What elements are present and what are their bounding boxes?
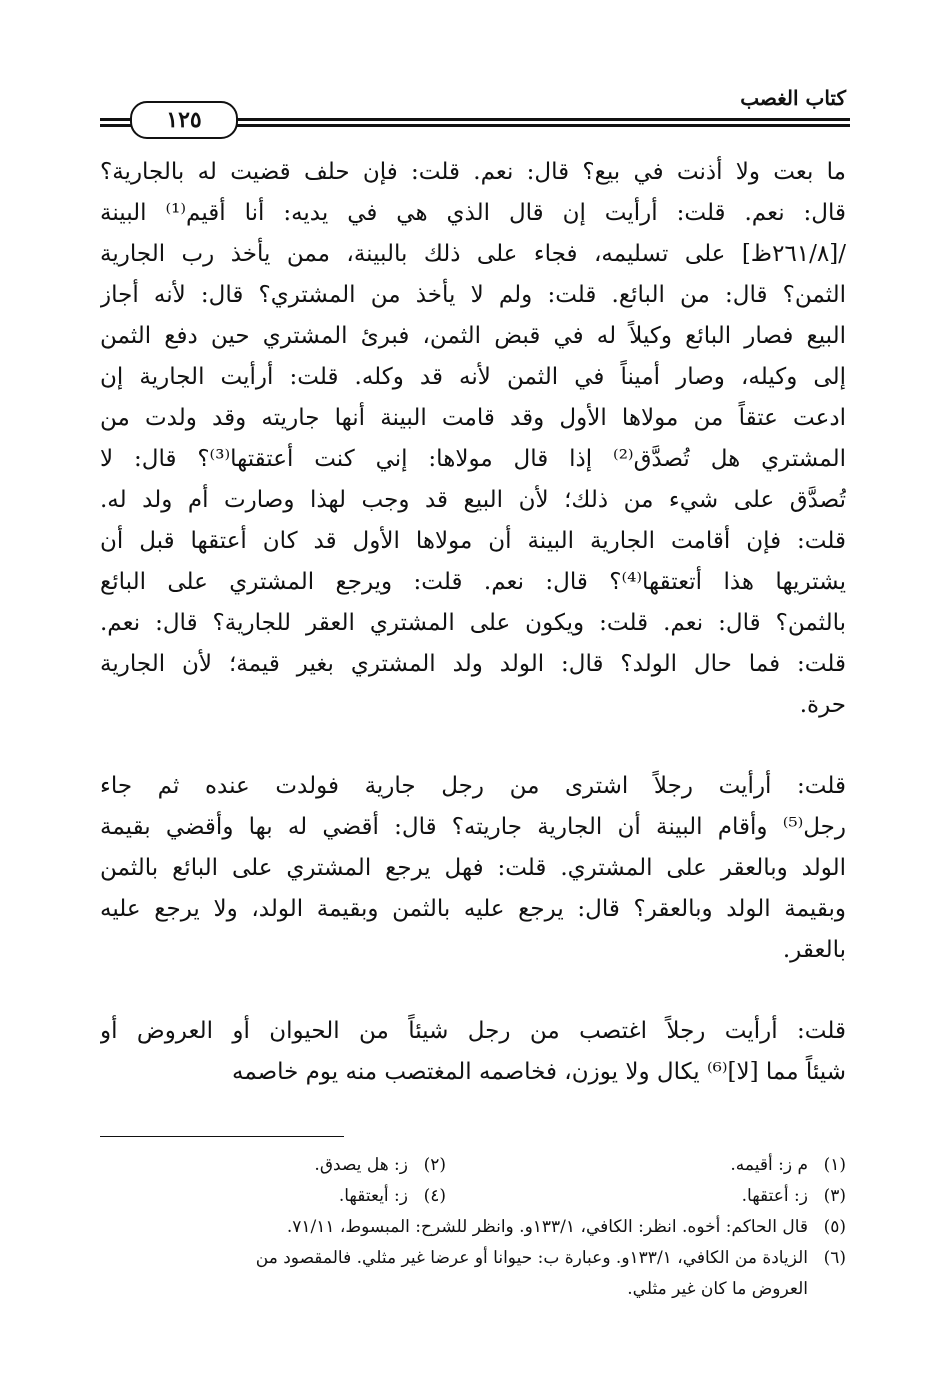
footnote-row [96, 1181, 846, 1212]
footnote-number: (٣) [823, 1186, 846, 1206]
footnote-1 [730, 1150, 846, 1181]
text-line: تُصدَّق على شيء من ذلك؛ لأن البيع قد وجب لهذا وصارت أم ولد له. [100, 487, 846, 513]
text-line: قلت: فإن أقامت الجارية البينة أن مولاها الأول قد كان أعتقها قبل أن [100, 528, 846, 554]
text-line: شيئاً مما [لا]⁽⁶⁾ يكال ولا يوزن، فخاصمه المغتصب منه يوم خاصمه [231, 1059, 846, 1085]
text-line: يشتريها هذا أتعتقها⁽⁴⁾؟ قال: نعم. قلت: ويرجع المشتري على البائع [100, 569, 846, 595]
text-line: وبقيمة الولد وبالعقر؟ قال: يرجع عليه بالثمن وبقيمة الولد، ولا يرجع عليه [100, 896, 846, 922]
footnote-number: (٥) [823, 1217, 846, 1237]
footnote-6 [96, 1243, 846, 1274]
text-line: بالثمن؟ قال: نعم. قلت: ويكون على المشتري العقر للجارية؟ قال: نعم. [100, 610, 846, 636]
text-line: الولد وبالعقر على المشتري. قلت: فهل يرجع المشتري على البائع بالثمن [100, 855, 846, 881]
text-line: البيع فصار البائع وكيلاً له في قبض الثمن، فبرئ المشتري حين دفع الثمن [100, 323, 846, 349]
footnote-number: (٦) [823, 1248, 846, 1268]
text-line: ادعت عتقاً من مولاها الأول وقد قامت البينة أنها جاريته وقد ولدت من [100, 405, 846, 431]
text-line: المشتري هل تُصدَّق⁽²⁾ إذا قال مولاها: إني كنت أعتقتها⁽³⁾؟ قال: لا [100, 446, 846, 472]
footnote-3 [742, 1181, 846, 1212]
paragraph-gap [100, 726, 846, 766]
text-line: قلت: أرأيت رجلاً اشترى من رجل جارية فولدت عنده ثم جاء [100, 773, 846, 799]
footnote-4 [339, 1181, 446, 1212]
footnote-text: ز: أعتقها. [741, 1186, 808, 1206]
running-header-title: كتاب الغصب [740, 86, 846, 110]
main-text [100, 152, 846, 1093]
text-line: قلت: فما حال الولد؟ قال: الولد ولد المشتري بغير قيمة؛ لأن الجارية [100, 651, 846, 677]
text-line: قلت: أرأيت رجلاً اغتصب من رجل شيئاً من الحيوان أو العروض أو [100, 1018, 846, 1044]
paragraph-gap [100, 971, 846, 1011]
text-line: الثمن؟ قال: من البائع. قلت: ولم لا يأخذ من المشتري؟ قال: لأنه أجاز [100, 282, 846, 308]
footnote-5 [96, 1212, 846, 1243]
footnote-text: الزيادة من الكافي، ١٣٣/١و. وعبارة ب: حيوانا أو عرضا غير مثلي. فالمقصود من [255, 1248, 808, 1268]
text-line: قال: نعم. قلت: أرأيت إن قال الذي هي في يديه: أنا أقيم⁽¹⁾ البينة [100, 200, 846, 226]
text-line: حرة. [799, 692, 846, 718]
footnote-2 [314, 1150, 446, 1181]
text-line: إلى وكيله، وصار أميناً في الثمن لأنه قد وكله. قلت: أرأيت الجارية إن [100, 364, 846, 390]
footnote-6-continuation: العروض ما كان غير مثلي. [627, 1279, 808, 1299]
footnote-number: (١) [823, 1155, 846, 1175]
footnote-text: قال الحاكم: أخوه. انظر: الكافي، ١٣٣/١و. وانظر للشرح: المبسوط، ٧١/١١. [286, 1217, 808, 1237]
footnote-row [96, 1150, 846, 1181]
footnote-number: (٢) [423, 1155, 446, 1175]
footnote-number: (٤) [423, 1186, 446, 1206]
footnote-text: ز: هل يصدق. [314, 1155, 408, 1175]
text-line: رجل⁽⁵⁾ وأقام البينة أن الجارية جاريته؟ قال: أقضي له بها وأقضي بقيمة [100, 814, 846, 840]
footnote-text: ز: أيعتقها. [338, 1186, 408, 1206]
footnote-separator [100, 1136, 344, 1137]
text-line: بالعقر. [782, 937, 846, 963]
page-number: ١٢٥ [130, 101, 238, 139]
text-line: /[٢٦١/٨ظ] على تسليمه، فجاء على ذلك بالبينة، ممن يأخذ رب الجارية [100, 241, 846, 267]
footnotes [96, 1150, 846, 1305]
footnote-text: م ز: أقيمه. [730, 1155, 808, 1175]
text-line: ما بعت ولا أذنت في بيع؟ قال: نعم. قلت: فإن حلف قضيت له بالجارية؟ [100, 159, 846, 185]
